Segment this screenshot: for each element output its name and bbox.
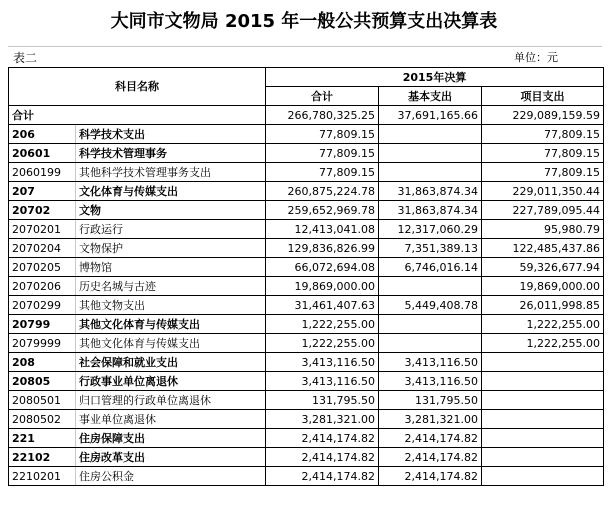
row-code: 2080502 (9, 410, 76, 429)
row-name: 行政事业单位离退休 (76, 372, 266, 391)
total-row-project: 229,089,159.59 (482, 106, 604, 125)
table-row (9, 315, 604, 334)
row-basic (379, 334, 482, 353)
year-group-header: 2015年决算 (266, 68, 604, 87)
table-row (9, 182, 604, 201)
table-row (9, 239, 604, 258)
row-basic (379, 277, 482, 296)
row-name: 住房改革支出 (76, 448, 266, 467)
row-code: 2070205 (9, 258, 76, 277)
row-total: 77,809.15 (266, 125, 379, 144)
row-basic: 7,351,389.13 (379, 239, 482, 258)
row-code: 206 (9, 125, 76, 144)
row-code: 20702 (9, 201, 76, 220)
row-project: 59,326,677.94 (482, 258, 604, 277)
row-project (482, 429, 604, 448)
row-basic: 2,414,174.82 (379, 429, 482, 448)
total-header: 合计 (266, 87, 379, 106)
row-code: 20805 (9, 372, 76, 391)
row-project (482, 391, 604, 410)
basic-header: 基本支出 (379, 87, 482, 106)
row-name: 行政运行 (76, 220, 266, 239)
row-total: 77,809.15 (266, 163, 379, 182)
row-code: 2070204 (9, 239, 76, 258)
row-basic: 2,414,174.82 (379, 448, 482, 467)
row-code: 2080501 (9, 391, 76, 410)
row-total: 2,414,174.82 (266, 467, 379, 486)
row-total: 12,413,041.08 (266, 220, 379, 239)
row-project: 77,809.15 (482, 125, 604, 144)
total-row-total: 266,780,325.25 (266, 106, 379, 125)
row-code: 2070299 (9, 296, 76, 315)
row-total: 3,413,116.50 (266, 353, 379, 372)
row-project: 95,980.79 (482, 220, 604, 239)
row-name: 社会保障和就业支出 (76, 353, 266, 372)
row-total: 260,875,224.78 (266, 182, 379, 201)
row-code: 2079999 (9, 334, 76, 353)
unit-label: 单位：元 (514, 51, 558, 64)
row-name: 科学技术管理事务 (76, 144, 266, 163)
row-total: 3,281,321.00 (266, 410, 379, 429)
row-total: 2,414,174.82 (266, 429, 379, 448)
row-project (482, 410, 604, 429)
table-number: 表二 (13, 51, 38, 65)
table-row (9, 277, 604, 296)
row-basic: 3,281,321.00 (379, 410, 482, 429)
row-basic (379, 125, 482, 144)
row-basic: 131,795.50 (379, 391, 482, 410)
row-total: 1,222,255.00 (266, 334, 379, 353)
row-basic: 3,413,116.50 (379, 353, 482, 372)
row-total: 77,809.15 (266, 144, 379, 163)
row-name: 博物馆 (76, 258, 266, 277)
page-title: 大同市文物局 2015 年一般公共预算支出决算表 (110, 11, 498, 32)
table-row (9, 372, 604, 391)
table-row (9, 410, 604, 429)
row-project (482, 448, 604, 467)
row-code: 20799 (9, 315, 76, 334)
subject-name-header: 科目名称 (9, 68, 266, 106)
table-row (9, 448, 604, 467)
total-row-label: 合计 (9, 106, 266, 125)
row-total: 19,869,000.00 (266, 277, 379, 296)
row-project: 1,222,255.00 (482, 334, 604, 353)
row-code: 2070206 (9, 277, 76, 296)
row-basic (379, 144, 482, 163)
row-basic (379, 163, 482, 182)
row-name: 其他文化体育与传媒支出 (76, 334, 266, 353)
row-name: 科学技术支出 (76, 125, 266, 144)
row-code: 221 (9, 429, 76, 448)
total-row (9, 106, 604, 125)
row-project: 227,789,095.44 (482, 201, 604, 220)
row-name: 文化体育与传媒支出 (76, 182, 266, 201)
row-basic: 2,414,174.82 (379, 467, 482, 486)
row-name: 文物 (76, 201, 266, 220)
row-total: 66,072,694.08 (266, 258, 379, 277)
row-project: 229,011,350.44 (482, 182, 604, 201)
table-row (9, 334, 604, 353)
row-name: 其他文化体育与传媒支出 (76, 315, 266, 334)
subtitle-bar (8, 46, 602, 67)
row-basic: 31,863,874.34 (379, 201, 482, 220)
row-name: 其他文物支出 (76, 296, 266, 315)
table-row (9, 391, 604, 410)
row-basic: 31,863,874.34 (379, 182, 482, 201)
row-project (482, 353, 604, 372)
row-name: 文物保护 (76, 239, 266, 258)
row-project: 1,222,255.00 (482, 315, 604, 334)
table-row (9, 296, 604, 315)
table-row (9, 201, 604, 220)
row-code: 207 (9, 182, 76, 201)
row-total: 1,222,255.00 (266, 315, 379, 334)
row-project (482, 467, 604, 486)
row-name: 住房保障支出 (76, 429, 266, 448)
header-row-1 (9, 68, 604, 87)
table-row (9, 353, 604, 372)
row-basic: 6,746,016.14 (379, 258, 482, 277)
table-row (9, 144, 604, 163)
table-row (9, 163, 604, 182)
row-name: 事业单位离退休 (76, 410, 266, 429)
row-code: 2070201 (9, 220, 76, 239)
table-row (9, 220, 604, 239)
row-total: 259,652,969.78 (266, 201, 379, 220)
row-basic: 3,413,116.50 (379, 372, 482, 391)
row-project: 26,011,998.85 (482, 296, 604, 315)
table-row (9, 258, 604, 277)
row-basic (379, 315, 482, 334)
row-code: 2060199 (9, 163, 76, 182)
row-total: 3,413,116.50 (266, 372, 379, 391)
budget-table (8, 67, 604, 486)
row-total: 31,461,407.63 (266, 296, 379, 315)
project-header: 项目支出 (482, 87, 604, 106)
row-project: 19,869,000.00 (482, 277, 604, 296)
table-row (9, 467, 604, 486)
total-row-basic: 37,691,165.66 (379, 106, 482, 125)
row-project: 122,485,437.86 (482, 239, 604, 258)
row-code: 22102 (9, 448, 76, 467)
table-row (9, 429, 604, 448)
row-code: 2210201 (9, 467, 76, 486)
row-name: 历史名城与古迹 (76, 277, 266, 296)
row-code: 20601 (9, 144, 76, 163)
row-code: 208 (9, 353, 76, 372)
row-total: 131,795.50 (266, 391, 379, 410)
row-project: 77,809.15 (482, 144, 604, 163)
row-name: 住房公积金 (76, 467, 266, 486)
row-total: 2,414,174.82 (266, 448, 379, 467)
row-basic: 5,449,408.78 (379, 296, 482, 315)
row-project: 77,809.15 (482, 163, 604, 182)
row-name: 其他科学技术管理事务支出 (76, 163, 266, 182)
row-total: 129,836,826.99 (266, 239, 379, 258)
row-basic: 12,317,060.29 (379, 220, 482, 239)
table-row (9, 125, 604, 144)
row-project (482, 372, 604, 391)
row-name: 归口管理的行政单位离退休 (76, 391, 266, 410)
